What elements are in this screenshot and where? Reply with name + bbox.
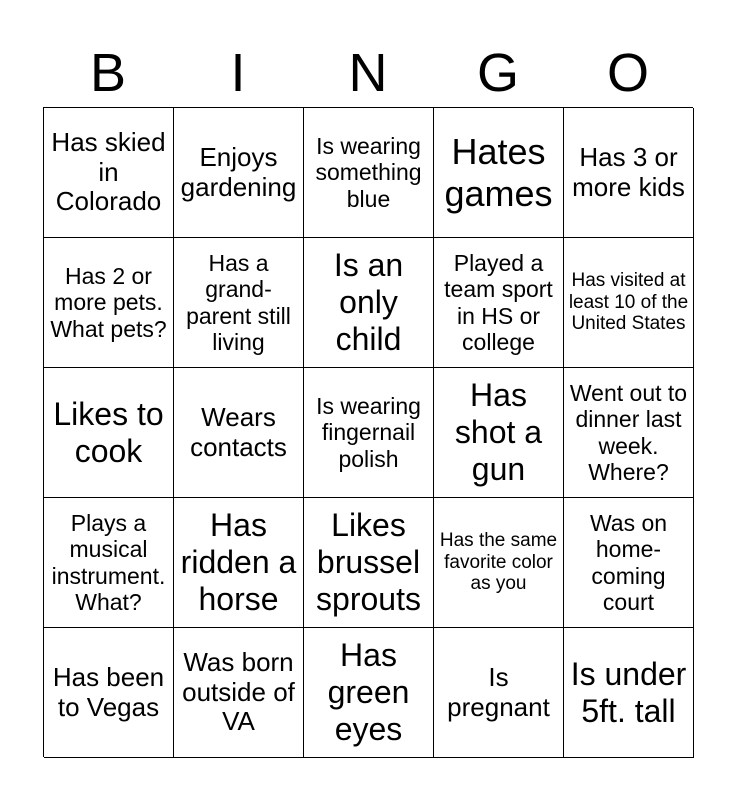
bingo-cell xyxy=(304,368,434,498)
bingo-header xyxy=(43,40,693,106)
header-letter-i: I xyxy=(230,43,246,103)
cell-text: Has green eyes xyxy=(327,637,410,747)
bingo-cell xyxy=(174,498,304,628)
cell-text: Has the same favorite color as you xyxy=(439,529,558,595)
bingo-cell xyxy=(44,498,174,628)
header-letter-n: N xyxy=(348,43,388,103)
cell-text: Has skied in Colorado xyxy=(51,126,166,217)
cell-text: Likes to cook xyxy=(53,395,164,469)
cell-text: Has 2 or more pets. What pets? xyxy=(50,262,167,342)
bingo-cell xyxy=(564,498,694,628)
cell-text: Is an only child xyxy=(333,247,404,357)
bingo-cell xyxy=(434,498,564,628)
bingo-cell xyxy=(434,628,564,758)
bingo-cell xyxy=(304,238,434,368)
bingo-cell xyxy=(304,628,434,758)
bingo-cell xyxy=(44,628,174,758)
cell-text: Hates games xyxy=(444,131,553,214)
bingo-cell xyxy=(564,238,694,368)
bingo-cell xyxy=(434,368,564,498)
bingo-cell xyxy=(434,108,564,238)
cell-text: Is wearing fingernail polish xyxy=(316,392,421,472)
bingo-cell xyxy=(304,498,434,628)
bingo-cell xyxy=(174,628,304,758)
cell-text: Has visited at least 10 of the United States xyxy=(568,269,689,335)
cell-text: Has been to Vegas xyxy=(52,661,165,722)
bingo-cell xyxy=(174,108,304,238)
cell-text: Has ridden a horse xyxy=(180,507,297,617)
cell-text: Enjoys gardening xyxy=(180,141,297,202)
cell-text: Is pregnant xyxy=(447,661,550,722)
cell-text: Is wearing something blue xyxy=(315,132,422,212)
bingo-cell xyxy=(564,628,694,758)
bingo-cell xyxy=(174,238,304,368)
cell-text: Has shot a gun xyxy=(454,377,543,487)
cell-text: Has 3 or more kids xyxy=(572,141,685,202)
bingo-cell xyxy=(174,368,304,498)
bingo-cell xyxy=(44,238,174,368)
cell-text: Plays a musical instrument. What? xyxy=(51,509,166,615)
cell-text: Wears contacts xyxy=(190,401,287,462)
header-letter-b: B xyxy=(89,43,127,103)
bingo-cell xyxy=(564,108,694,238)
bingo-board xyxy=(43,107,693,757)
bingo-cell xyxy=(44,368,174,498)
bingo-cell xyxy=(434,238,564,368)
cell-text: Likes brussel sprouts xyxy=(316,507,421,617)
bingo-cell xyxy=(564,368,694,498)
header-letter-g: G xyxy=(476,43,519,103)
cell-text: Went out to dinner last week. Where? xyxy=(569,379,688,485)
header-letter-o: O xyxy=(606,43,649,103)
cell-text: Was on home-coming court xyxy=(589,509,668,615)
bingo-cell xyxy=(304,108,434,238)
cell-text: Played a team sport in HS or college xyxy=(444,249,553,355)
cell-text: Was born outside of VA xyxy=(182,646,295,737)
bingo-cell xyxy=(44,108,174,238)
cell-text: Is under 5ft. tall xyxy=(570,655,687,729)
cell-text: Has a grand-parent still living xyxy=(186,249,291,355)
